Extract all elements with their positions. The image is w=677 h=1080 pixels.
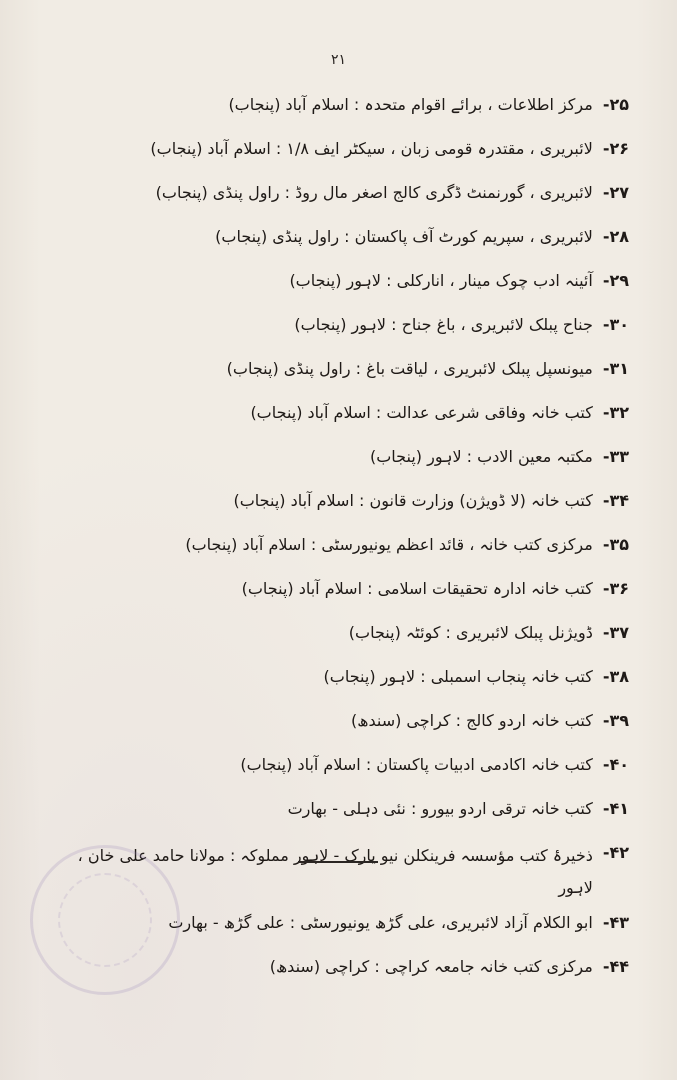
entry-number: ۲۸-: [602, 227, 629, 246]
entry-number: ۳۳-: [602, 447, 629, 466]
entry-number: ۴۱-: [602, 799, 629, 818]
entry-text: کتب خانہ (لا ڈویژن) وزارت قانون : اسلام آباد (پنجاب): [233, 491, 593, 510]
list-item: [39, 488, 629, 532]
list-item: [39, 532, 629, 576]
list-item: [39, 224, 629, 268]
entry-text: ذخیرۂ کتب مؤسسہ فرینکلن نیو یارک - لاہور مملوکہ : مولانا حامد علی خان ، لاہور: [77, 846, 593, 897]
entry-number: ۲۵-: [602, 95, 629, 114]
entry-text: کتب خانہ اردو کالج : کراچی (سندھ): [351, 711, 593, 730]
list-item: [39, 664, 629, 708]
closing-rule: [298, 861, 378, 863]
entry-text: کتب خانہ پنجاب اسمبلی : لاہور (پنجاب): [323, 667, 593, 686]
entry-number: ۲۶-: [602, 139, 629, 158]
entry-number: ۳۶-: [602, 579, 629, 598]
entry-text: مرکزی کتب خانہ ، قائد اعظم یونیورسٹی : اسلام آباد (پنجاب): [185, 535, 593, 554]
list-item: [39, 400, 629, 444]
entry-number: ۳۷-: [602, 623, 629, 642]
list-item: [39, 708, 629, 752]
entry-number: ۴۲-: [602, 843, 629, 862]
entry-number: ۴۳-: [602, 913, 629, 932]
entry-number: ۳۸-: [602, 667, 629, 686]
entry-number: ۳۱-: [602, 359, 629, 378]
list-item: [39, 576, 629, 620]
list-item: [39, 752, 629, 796]
entry-number: ۳۲-: [602, 403, 629, 422]
entry-number: ۳۵-: [602, 535, 629, 554]
entry-text: لائبریری ، مقتدرہ قومی زبان ، سیکٹر ایف ۱/۸ : اسلام آباد (پنجاب): [150, 139, 593, 158]
list-item: [39, 312, 629, 356]
entry-text: کتب خانہ اکادمی ادبیات پاکستان : اسلام آباد (پنجاب): [240, 755, 593, 774]
library-stamp-inner: [58, 873, 152, 967]
list-item: [39, 136, 629, 180]
entry-text: لائبریری ، سپریم کورٹ آف پاکستان : راول پنڈی (پنجاب): [215, 227, 593, 246]
entry-number: ۳۰-: [602, 315, 629, 334]
entry-text: مکتبہ معین الادب : لاہور (پنجاب): [369, 447, 593, 466]
list-item: [39, 796, 629, 840]
entry-text: جناح پبلک لائبریری ، باغ جناح : لاہور (پنجاب): [294, 315, 593, 334]
list-item: [39, 356, 629, 400]
entry-text: ڈویژنل پبلک لائبریری : کوئٹہ (پنجاب): [348, 623, 593, 642]
entry-number: ۲۷-: [602, 183, 629, 202]
list-item: [39, 620, 629, 664]
entry-text: ابو الکلام آزاد لائبریری، علی گڑھ یونیورسٹی : علی گڑھ - بھارت: [168, 913, 593, 932]
entry-text: کتب خانہ ترقی اردو بیورو : نئی دہلی - بھارت: [287, 799, 593, 818]
entry-text: کتب خانہ ادارہ تحقیقات اسلامی : اسلام آباد (پنجاب): [241, 579, 593, 598]
entry-text: لائبریری ، گورنمنٹ ڈگری کالج اصغر مال روڈ : راول پنڈی (پنجاب): [155, 183, 593, 202]
entry-text: آئینہ ادب چوک مینار ، انارکلی : لاہور (پنجاب): [289, 271, 593, 290]
entry-number: ۴۴-: [602, 957, 629, 976]
entry-number: ۴۰-: [602, 755, 629, 774]
page-number: ۲۱: [330, 52, 347, 68]
list-item: [39, 444, 629, 488]
list-item: [39, 92, 629, 136]
entry-text: کتب خانہ وفاقی شرعی عدالت : اسلام آباد (پنجاب): [250, 403, 593, 422]
entry-text: مرکزی کتب خانہ جامعہ کراچی : کراچی (سندھ): [269, 957, 593, 976]
entry-text: مرکز اطلاعات ، برائے اقوام متحدہ : اسلام آباد (پنجاب): [228, 95, 593, 114]
entry-number: ۳۴-: [602, 491, 629, 510]
entry-number: ۳۹-: [602, 711, 629, 730]
entry-text: میونسپل پبلک لائبریری ، لیاقت باغ : راول پنڈی (پنجاب): [226, 359, 593, 378]
list-item: [39, 180, 629, 224]
entry-number: ۲۹-: [602, 271, 629, 290]
list-item: [39, 268, 629, 312]
